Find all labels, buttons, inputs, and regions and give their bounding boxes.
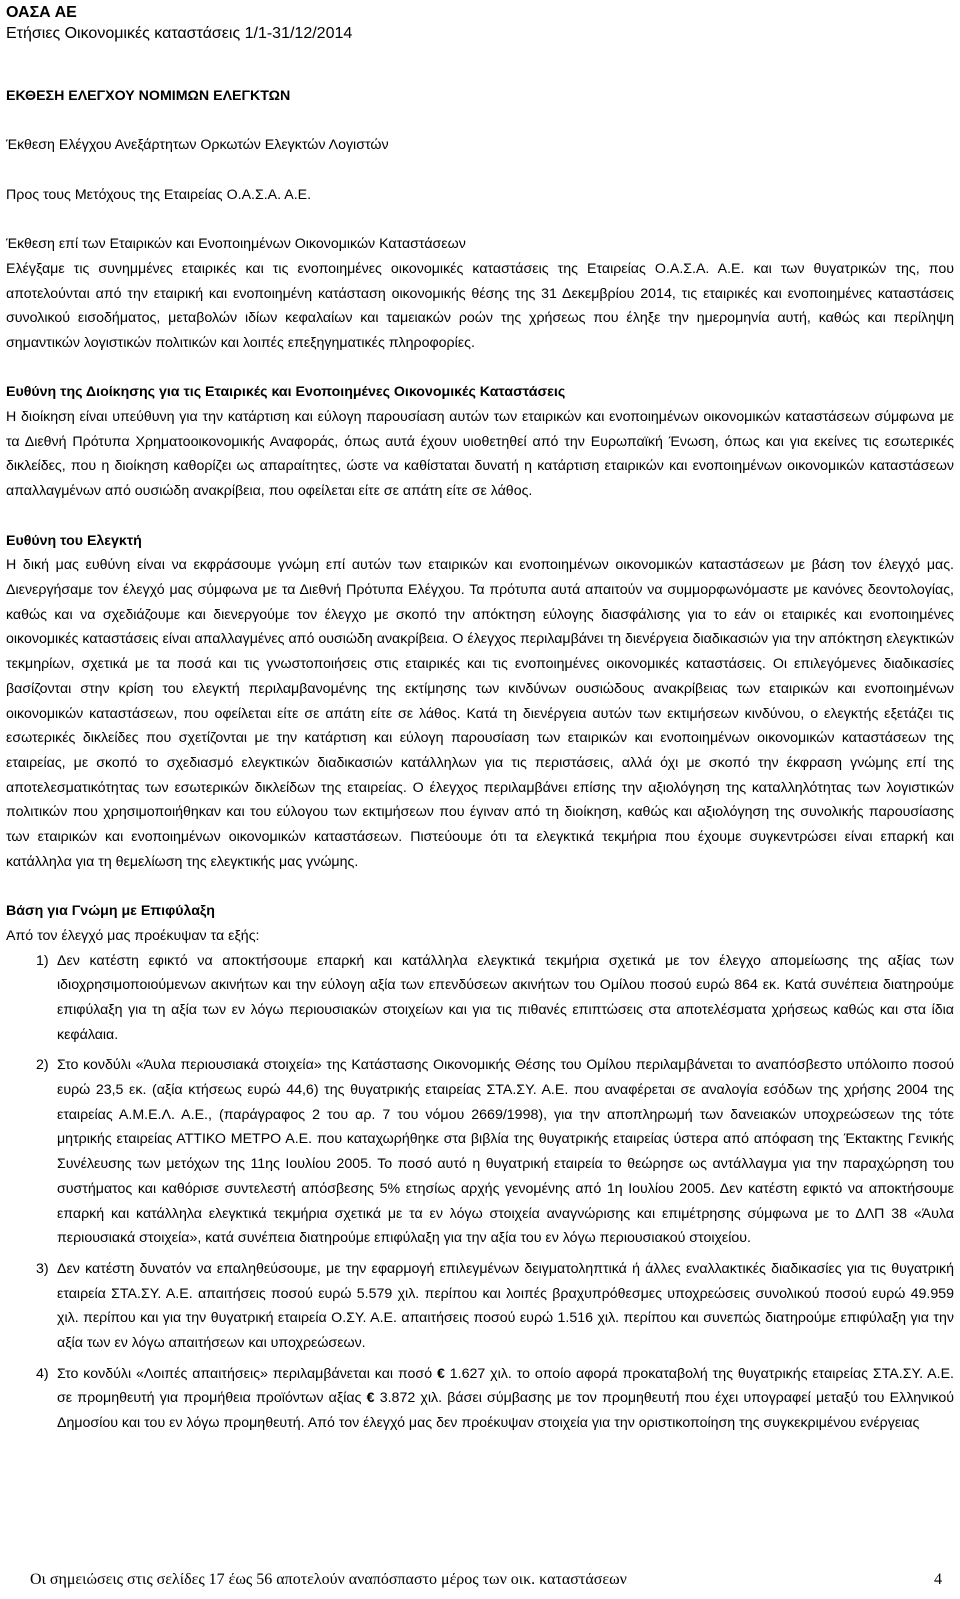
basis-intro: Από τον έλεγχό μας προέκυψαν τα εξής: bbox=[6, 927, 260, 944]
report-body bbox=[6, 84, 954, 1442]
report-subtitle: Έκθεση Ελέγχου Ανεξάρτητων Ορκωτών Ελεγκτών Λογιστών bbox=[6, 137, 389, 154]
finding-item bbox=[6, 949, 954, 1048]
finding-text-part: 3.872 χιλ. βάσει σύμβασης με τον προμηθευτή που έχει υπογραφεί μεταξύ του Ελληνικού Δημοσίου και του εν λόγω προμηθευτή. Από τον έλεγχό μας δεν προέκυψαν στοιχεία για την οριστικοποίηση της συγκεκριμένου ενέργειας bbox=[57, 1390, 954, 1432]
auditor-heading: Ευθύνη του Ελεγκτή bbox=[6, 532, 142, 549]
finding-text bbox=[57, 1366, 954, 1431]
euro-symbol: € bbox=[436, 1365, 445, 1382]
document-subtitle: Ετήσιες Οικονομικές καταστάσεις 1/1-31/12/2014 bbox=[6, 25, 353, 42]
euro-symbol: € bbox=[366, 1390, 375, 1407]
company-name: ΟΑΣΑ ΑΕ bbox=[6, 4, 77, 21]
intro-paragraph: Ελέγξαμε τις συνημμένες εταιρικές και τις ενοποιημένες οικονομικές καταστάσεις της Εταιρείας Ο.Α.Σ.Α. Α.Ε. και των θυγατρικών της, που αποτελούνται από την εταιρική και ενοποιημένη κατάσταση οικονομικής θέσης της 31 Δεκεμβρίου 2014, τις εταιρικές και ενοποιημένες καταστάσεις συνολικού εισοδήματος, μεταβολών ιδίων κεφαλαίων και ταμειακών ροών της χρήσεως που έληξε την ημερομηνία αυτή, καθώς και περίληψη σημαντικών λογιστικών πολιτικών και λοιπές επεξηγηματικές πληροφορίες. bbox=[6, 260, 954, 351]
finding-text: Δεν κατέστη δυνατόν να επαληθεύσουμε, με την εφαρμογή επιλεγμένων δειγματοληπτικά ή άλλες εναλλακτικές διαδικασίες για τις θυγατρική εταιρεία ΣΤΑ.ΣΥ. Α.Ε. απαιτήσεις ποσού ευρώ 5.579 χιλ. περίπου και λοιπές βραχυπρόθεσμες υποχρεώσεις συνολικού ποσού ευρώ 49.959 χιλ. περίπου και για την θυγατρική εταιρεία Ο.ΣΥ. Α.Ε. απαιτήσεις ποσού ευρώ 1.516 χιλ. περίπου και συνεπώς διατηρούμε επιφύλαξη για την αξία των εν λόγω απαιτήσεων και υποχρεώσεων. bbox=[57, 1260, 954, 1352]
finding-item bbox=[6, 1053, 954, 1251]
finding-item bbox=[6, 1257, 954, 1356]
finding-number: 3) bbox=[36, 1260, 49, 1277]
auditor-paragraph: Η δική μας ευθύνη είναι να εκφράσουμε γνώμη επί αυτών των εταιρικών και ενοποιημένων οικονομικών καταστάσεων με βάση τον έλεγχό μας. Διενεργήσαμε τον έλεγχό μας σύμφωνα με τα Διεθνή Πρότυπα Ελέγχου. Τα πρότυπα αυτά απαιτούν να συμμορφωνόμαστε με κανόνες δεοντολογίας, καθώς και να σχεδιάζουμε και διενεργούμε τον έλεγχο με σκοπό την απόκτηση εύλογης διασφάλισης για το εάν οι εταιρικές και ενοποιημένες οικονομικές καταστάσεις είναι απαλλαγμένες από ουσιώδη ανακρίβεια. Ο έλεγχος περιλαμβάνει τη διενέργεια διαδικασιών για την απόκτηση ελεγκτικών τεκμηρίων, σχετικά με τα ποσά και τις γνωστοποιήσεις στις εταιρικές και τις ενοποιημένες οικονομικές καταστάσεις. Οι επιλεγόμενες διαδικασίες βασίζονται στην κρίση του ελεγκτή περιλαμβανομένης της εκτίμησης των κινδύνων ουσιώδους ανακρίβειας των εταιρικών και ενοποιημένων οικονομικών καταστάσεων, που οφείλεται είτε σε απάτη είτε σε λάθος. Κατά τη διενέργεια αυτών των εκτιμήσεων κινδύνου, ο ελεγκτής εξετάζει τις εσωτερικές δικλείδες που σχετίζονται με την κατάρτιση και εύλογη παρουσίαση των εταιρικών και ενοποιημένων οικονομικών καταστάσεων της εταιρείας, με σκοπό το σχεδιασμό ελεγκτικών διαδικασιών κατάλληλων για τις περιστάσεις, αλλά όχι με σκοπό την έκφραση γνώμης επί της αποτελεσματικότητας των εσωτερικών δικλείδων της εταιρείας. Ο έλεγχος περιλαμβάνει επίσης την αξιολόγηση της καταλληλότητας των λογιστικών πολιτικών που χρησιμοποιήθηκαν και του εύλογου των εκτιμήσεων που έγιναν από τη διοίκηση, καθώς και αξιολόγηση της συνολικής παρουσίασης των εταιρικών και ενοποιημένων οικονομικών καταστάσεων. Πιστεύουμε ότι τα ελεγκτικά τεκμήρια που έχουμε συγκεντρώσει είναι επαρκή και κατάλληλα για τη θεμελίωση της ελεγκτικής μας γνώμης. bbox=[6, 557, 954, 870]
findings-list bbox=[6, 949, 954, 1436]
management-heading: Ευθύνη της Διοίκησης για τις Εταιρικές και Ενοποιημένες Οικονομικές Καταστάσεις bbox=[6, 384, 566, 401]
finding-number: 2) bbox=[36, 1057, 49, 1074]
footer-note: Οι σημειώσεις στις σελίδες 17 έως 56 αποτελούν αναπόσπαστο μέρος των οικ. καταστάσεων bbox=[30, 1571, 627, 1588]
basis-heading: Βάση για Γνώμη με Επιφύλαξη bbox=[6, 903, 215, 920]
management-paragraph: Η διοίκηση είναι υπεύθυνη για την κατάρτιση και εύλογη παρουσίαση αυτών των εταιρικών και ενοποιημένων οικονομικών καταστάσεων σύμφωνα με τα Διεθνή Πρότυπα Χρηματοοικονομικής Αναφοράς, όπως αυτά έχουν υιοθετηθεί από την Ευρωπαϊκή Ένωση, όπως και για εκείνες τις εσωτερικές δικλείδες, που η διοίκηση καθορίζει ως απαραίτητες, ώστε να καθίσταται δυνατή η κατάρτιση εταιρικών και ενοποιημένων οικονομικών καταστάσεων απαλλαγμένων από ουσιώδη ανακρίβεια, που οφείλεται είτε σε απάτη είτε σε λάθος. bbox=[6, 409, 954, 500]
report-title: ΕΚΘΕΣΗ ΕΛΕΓΧΟΥ ΝΟΜΙΜΩΝ ΕΛΕΓΚΤΩΝ bbox=[6, 88, 291, 104]
finding-text: Δεν κατέστη εφικτό να αποκτήσουμε επαρκή και κατάλληλα ελεγκτικά τεκμήρια σχετικά με τον έλεγχο απομείωσης της αξίας των ιδιοχρησιμοποιούμενων ακινήτων και την εύλογη αξία των επενδύσεων ακινήτων του Ομίλου ποσού ευρώ 864 εκ. Κατά συνέπεια διατηρούμε επιφύλαξη για τη αξία των εν λόγω περιουσιακών στοιχείων και για τις πιθανές επιπτώσεις στα αποτελέσματα χρήσεως καθώς και στα ίδια κεφάλαια. bbox=[57, 952, 954, 1043]
finding-number: 1) bbox=[36, 952, 49, 969]
finding-text-part: Στο κονδύλι «Λοιπές απαιτήσεις» περιλαμβάνεται και ποσό bbox=[57, 1365, 437, 1382]
finding-text-part: 1.627 χιλ. το οποίο αφορά προκαταβολή της θυγατρικής εταιρείας ΣΤΑ.ΣΥ. Α.Ε. σε προμηθευτή για προμήθεια προϊόντων αξίας bbox=[57, 1365, 954, 1407]
finding-item bbox=[6, 1362, 954, 1436]
section-title: Έκθεση επί των Εταιρικών και Ενοποιημένων Οικονομικών Καταστάσεων bbox=[6, 236, 466, 253]
finding-number: 4) bbox=[36, 1365, 49, 1382]
report-addressee: Προς τους Μετόχους της Εταιρείας Ο.Α.Σ.Α. Α.Ε. bbox=[6, 186, 312, 203]
page-footer bbox=[30, 1569, 942, 1591]
page-header bbox=[6, 2, 352, 44]
page-number: 4 bbox=[934, 1571, 942, 1588]
finding-text: Στο κονδύλι «Άυλα περιουσιακά στοιχεία» της Κατάστασης Οικονομικής Θέσης του Ομίλου περιλαμβάνεται το αναπόσβεστο υπόλοιπο ποσού ευρώ 23,5 εκ. (αξία κτήσεως ευρώ 44,6) της θυγατρικής εταιρείας ΣΤΑ.ΣΥ. Α.Ε. που αναφέρεται σε αναλογία εσόδων της χρήσης 2004 της εταιρείας Α.Μ.Ε.Λ. Α.Ε., (παράγραφος 2 του αρ. 7 του νόμου 2669/1998), για την αποπληρωμή των δανειακών υποχρεώσεων της τότε μητρικής εταιρείας ΑΤΤΙΚΟ ΜΕΤΡΟ Α.Ε. που καταχωρήθηκε στα βιβλία της θυγατρικής εταιρείας ύστερα από απόφαση της Έκτακτης Γενικής Συνέλευσης των μετόχων της 11ης Ιουλίου 2005. Το ποσό αυτό η θυγατρική εταιρεία το θεώρησε ως αντάλλαγμα για την παραχώρηση του συστήματος και καθόρισε συντελεστή απόσβεσης 5% ετησίως αρχής γενομένης από 1η Ιουλίου 2005. Δεν κατέστη εφικτό να αποκτήσουμε επαρκή και κατάλληλα ελεγκτικά τεκμήρια σχετικά με τα εν λόγω στοιχεία αναγνώρισης και επιμέτρησης σύμφωνα με το ΔΛΠ 38 «Άυλα περιουσιακά στοιχεία», κατά συνέπεια διατηρούμε επιφύλαξη για την αξία του εν λόγω περιουσιακού στοιχείου. bbox=[57, 1057, 954, 1247]
